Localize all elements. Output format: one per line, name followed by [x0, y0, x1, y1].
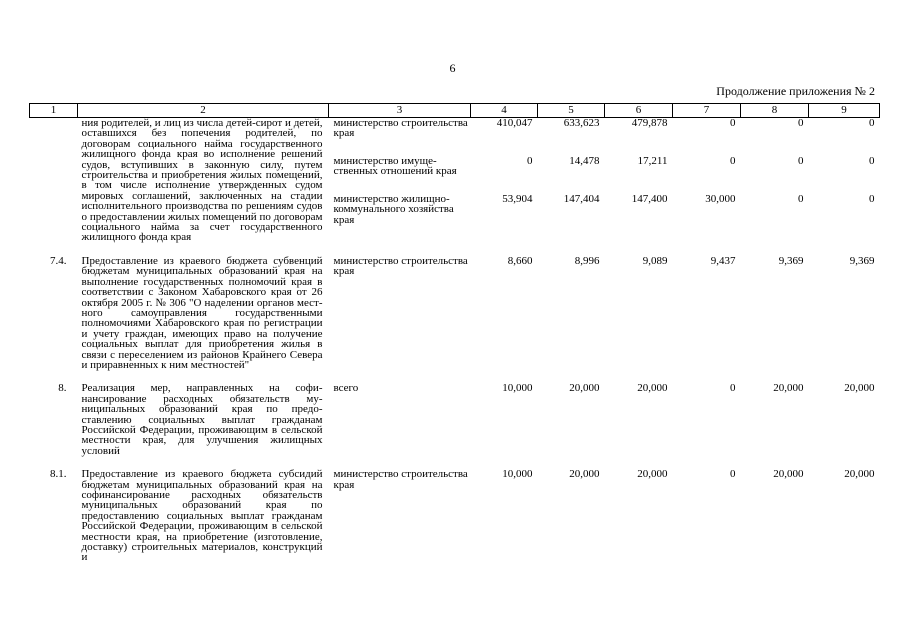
- executor-cell: [329, 118, 471, 243]
- value: 9,369: [778, 254, 804, 267]
- executor-name: министерство строительства края: [333, 117, 468, 140]
- value: 9,437: [710, 254, 736, 267]
- executor-name: министерство имущественных отношений края: [333, 155, 457, 178]
- measure-description: Реализация мер, направленных на софинансирование расходных обязательств муниципальных образований края по предоставлению социальных выплат гражданам Российской Федерации, проживающим в сельской местности края, для улучшения жилищных условий: [81, 382, 323, 457]
- col-header: 5: [538, 104, 605, 118]
- table-row: [30, 370, 880, 456]
- value-cell: [605, 118, 673, 243]
- col-header: 8: [741, 104, 809, 118]
- value: 0: [730, 155, 736, 167]
- value: 147,404: [563, 193, 600, 205]
- row-number: 7.4.: [50, 254, 67, 267]
- col-header: 1: [30, 104, 78, 118]
- value: 14,478: [569, 155, 600, 167]
- value-cell: [741, 118, 809, 243]
- value: 20,000: [637, 382, 668, 395]
- value: 17,211: [637, 155, 668, 167]
- value: 0: [527, 155, 533, 167]
- value: 20,000: [773, 382, 804, 395]
- col-header: 9: [809, 104, 880, 118]
- value: 479,878: [631, 117, 668, 129]
- value: 20,000: [569, 382, 600, 395]
- value: 20,000: [637, 468, 668, 481]
- value: 0: [869, 193, 875, 205]
- value: 20,000: [844, 468, 875, 481]
- table-row: [30, 118, 880, 243]
- value: 147,400: [631, 193, 668, 205]
- executor-name: министерство строительства края: [333, 468, 468, 491]
- col-header: 6: [605, 104, 673, 118]
- value: 10,000: [502, 468, 533, 481]
- value: 8,660: [507, 254, 533, 267]
- col-header: 2: [78, 104, 329, 118]
- value: 9,369: [849, 254, 875, 267]
- header-row: [30, 104, 880, 118]
- value: 0: [730, 382, 736, 395]
- value-cell: [471, 118, 538, 243]
- value: 0: [730, 468, 736, 481]
- continuation-label: Продолжение приложения № 2: [716, 84, 875, 98]
- value: 10,000: [502, 382, 533, 395]
- value: 20,000: [844, 382, 875, 395]
- value: 20,000: [569, 468, 600, 481]
- value: 8,996: [574, 254, 600, 267]
- measure-description: Предоставление из краевого бюджета субвенций бюджетам муниципальных образований края на выполнение государственных полномочий края в соответствии с Законом Хабаровского края от 26 октября 2005 г. № 306 "О наделении органов местного самоуправления государственными полномочиями Хабаровского края по регистрации и учету граждан, имеющих право на получение социальных выплат для приобретения жилья в связи с переселением из районов Крайнего Севера и приравненных к ним местностей": [81, 254, 323, 371]
- executor-name: министерство жилищно-коммунального хозяйства края: [333, 193, 454, 226]
- table-row: [30, 243, 880, 370]
- value: 53,904: [502, 193, 533, 205]
- table-row: [30, 456, 880, 563]
- value: 0: [869, 117, 875, 129]
- row-number: 8.1.: [50, 468, 67, 481]
- measure-description: ния родителей, и лиц из числа детей-сирот и детей, оставшихся без попечения родителей, по договорам социального найма государственного жилищного фонда края во исполнение решений судов, вступивших в законную силу, путем строительства и приобретения жилых помещений, в том числе исполнение утвержденных судом мировых соглашений, заключенных на стадии исполнительного производства по решениям судов о предоставлении жилых помещений по договорам социального найма за счет государственного жилищного фонда края: [81, 117, 323, 244]
- col-header: 7: [673, 104, 741, 118]
- value: 0: [798, 155, 804, 167]
- value: 30,000: [705, 193, 736, 205]
- value: 0: [730, 117, 736, 129]
- col-header: 3: [329, 104, 471, 118]
- value: 410,047: [496, 117, 533, 129]
- value: 0: [869, 155, 875, 167]
- value-cell: [809, 118, 880, 243]
- value-cell: [673, 118, 741, 243]
- measure-description: Предоставление из краевого бюджета субсидий бюджетам муниципальных образований края на софинансирование расходных обязательств муниципальных образований края по предоставлению социальных выплат гражданам Российской Федерации, проживающим в сельской местности края, на приобретение (изготовление, доставку) строительных материалов, конструкций и: [81, 468, 323, 564]
- value: 633,623: [563, 117, 600, 129]
- row-number: [30, 118, 78, 243]
- value: 0: [798, 117, 804, 129]
- value: 9,089: [642, 254, 668, 267]
- value: 20,000: [773, 468, 804, 481]
- value: 0: [798, 193, 804, 205]
- value-cell: [538, 118, 605, 243]
- executor-name: министерство строительства края: [333, 254, 468, 278]
- budget-table: [29, 103, 880, 563]
- executor-name: всего: [333, 382, 359, 395]
- col-header: 4: [471, 104, 538, 118]
- page-number: 6: [449, 61, 456, 75]
- row-number: 8.: [58, 382, 67, 395]
